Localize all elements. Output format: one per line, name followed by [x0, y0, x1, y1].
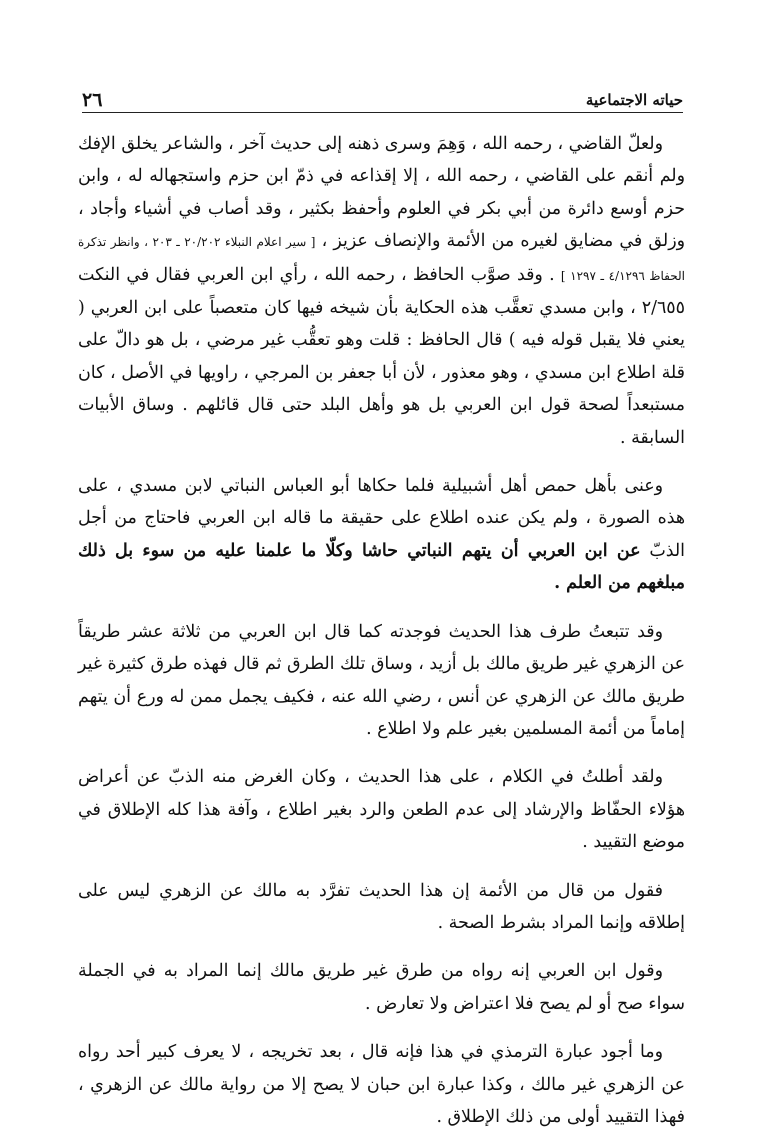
paragraph-7: وما أجود عبارة الترمذي في هذا فإنه قال ، بعد تخريجه ، لا يعرف كبير أحد رواه عن الزهري غير مالك ، وكذا عبارة ابن حبان لا يصح إلا من رواية مالك عن الزهري ، فهذا التقييد أولى من ذلك الإطلاق .	[78, 1042, 685, 1127]
paragraph-6: وقول ابن العربي إنه رواه من طرق غير طريق مالك إنما المراد به في الجملة سواء صح أو لم يصح فلا اعتراض ولا تعارض .	[78, 961, 685, 1014]
paragraph-1-text-b: . وقد صوَّب الحافظ ، رحمه الله ، رأي ابن العربي فقال في النكت ٢/٦٥٥ ، وابن مسدي تعقَّب هذه الحكاية بأن شيخه فيها كان متعصباً على ابن العربي ( يعني فلا يقبل قوله فيه ) قال الحافظ : قلت وهو تعقُّب غير مرضي ، بل هو دالّ على قلة اطلاع ابن مسدي ، وهو معذور ، لأن أبا جعفر بن المرجي ، راويها في الأصل ، كان مستبعداً لصحة قول ابن العربي بل هو وأهل البلد حتى قال قائلهم . وساق الأبيات السابقة .	[78, 264, 685, 448]
paragraph-3: وقد تتبعتُ طرف هذا الحديث فوجدته كما قال ابن العربي من ثلاثة عشر طريقاً عن الزهري غير طريق مالك بل أزيد ، وساق تلك الطرق ثم قال فهذه طرق كثيرة غير طريق مالك عن الزهري عن أنس ، رضي الله عنه ، فكيف يجمل ممن له ورع أن يتهم إماماً من أئمة المسلمين بغير علم ولا اطلاع .	[78, 621, 685, 739]
paragraph-1	[78, 128, 685, 454]
paragraph-4: ولقد أطلتُ في الكلام ، على هذا الحديث ، وكان الغرض منه الذبّ عن أعراض هؤلاء الحفّاظ والإرشاد إلى عدم الطعن والرد بغير اطلاع ، وآفة هذا كله الإطلاق في موضع التقييد .	[78, 767, 685, 853]
paragraph-5: فقول من قال من الأئمة إن هذا الحديث تفرَّد به مالك عن الزهري ليس على إطلاقه وإنما المراد بشرط الصحة .	[78, 880, 685, 933]
page-header	[82, 86, 683, 113]
body-text	[78, 128, 685, 1133]
paragraph-2-text-a: وعنى بأهل حمص أهل أشبيلية فلما حكاها أبو العباس النباتي لابن مسدي ، على هذه الصورة ، ولم يكن عنده اطلاع على حقيقة ما قاله ابن العربي فاحتاج من أجل الذبّ	[78, 476, 686, 561]
paragraph-2	[78, 470, 685, 600]
paragraph-1-text-a: ولعلّ القاضي ، رحمه الله ، وَهِمَ وسرى ذهنه إلى حديث آخر ، والشاعر يخلق الإفك ولم أنقم على القاضي ، رحمه الله ، إلا إقذاعه في ذمّ ابن حزم واستجهاله له ، وابن حزم أوسع دائرة من أبي بكر في العلوم وأحفظ بكثير ، وقد أصاب في أشياء وأجاد ، وزلق في مضايق لغيره من الأئمة والإنصاف عزيز ،	[78, 134, 685, 252]
page-number: ٢٦	[82, 89, 103, 111]
citation-reference: [ سير اعلام النبلاء ٢٠/٢٠٢ ـ ٢٠٣ ، وانظر تذكرة الحفاظ ٤/١٢٩٦ ـ ١٢٩٧ ]	[78, 235, 685, 283]
paragraph-2-emphasis: عن ابن العربي أن يتهم النباتي حاشا وكلّا ما علمنا عليه من سوء بل ذلك مبلغهم من العلم .	[78, 540, 685, 594]
running-title: حياته الاجتماعية	[585, 91, 683, 109]
